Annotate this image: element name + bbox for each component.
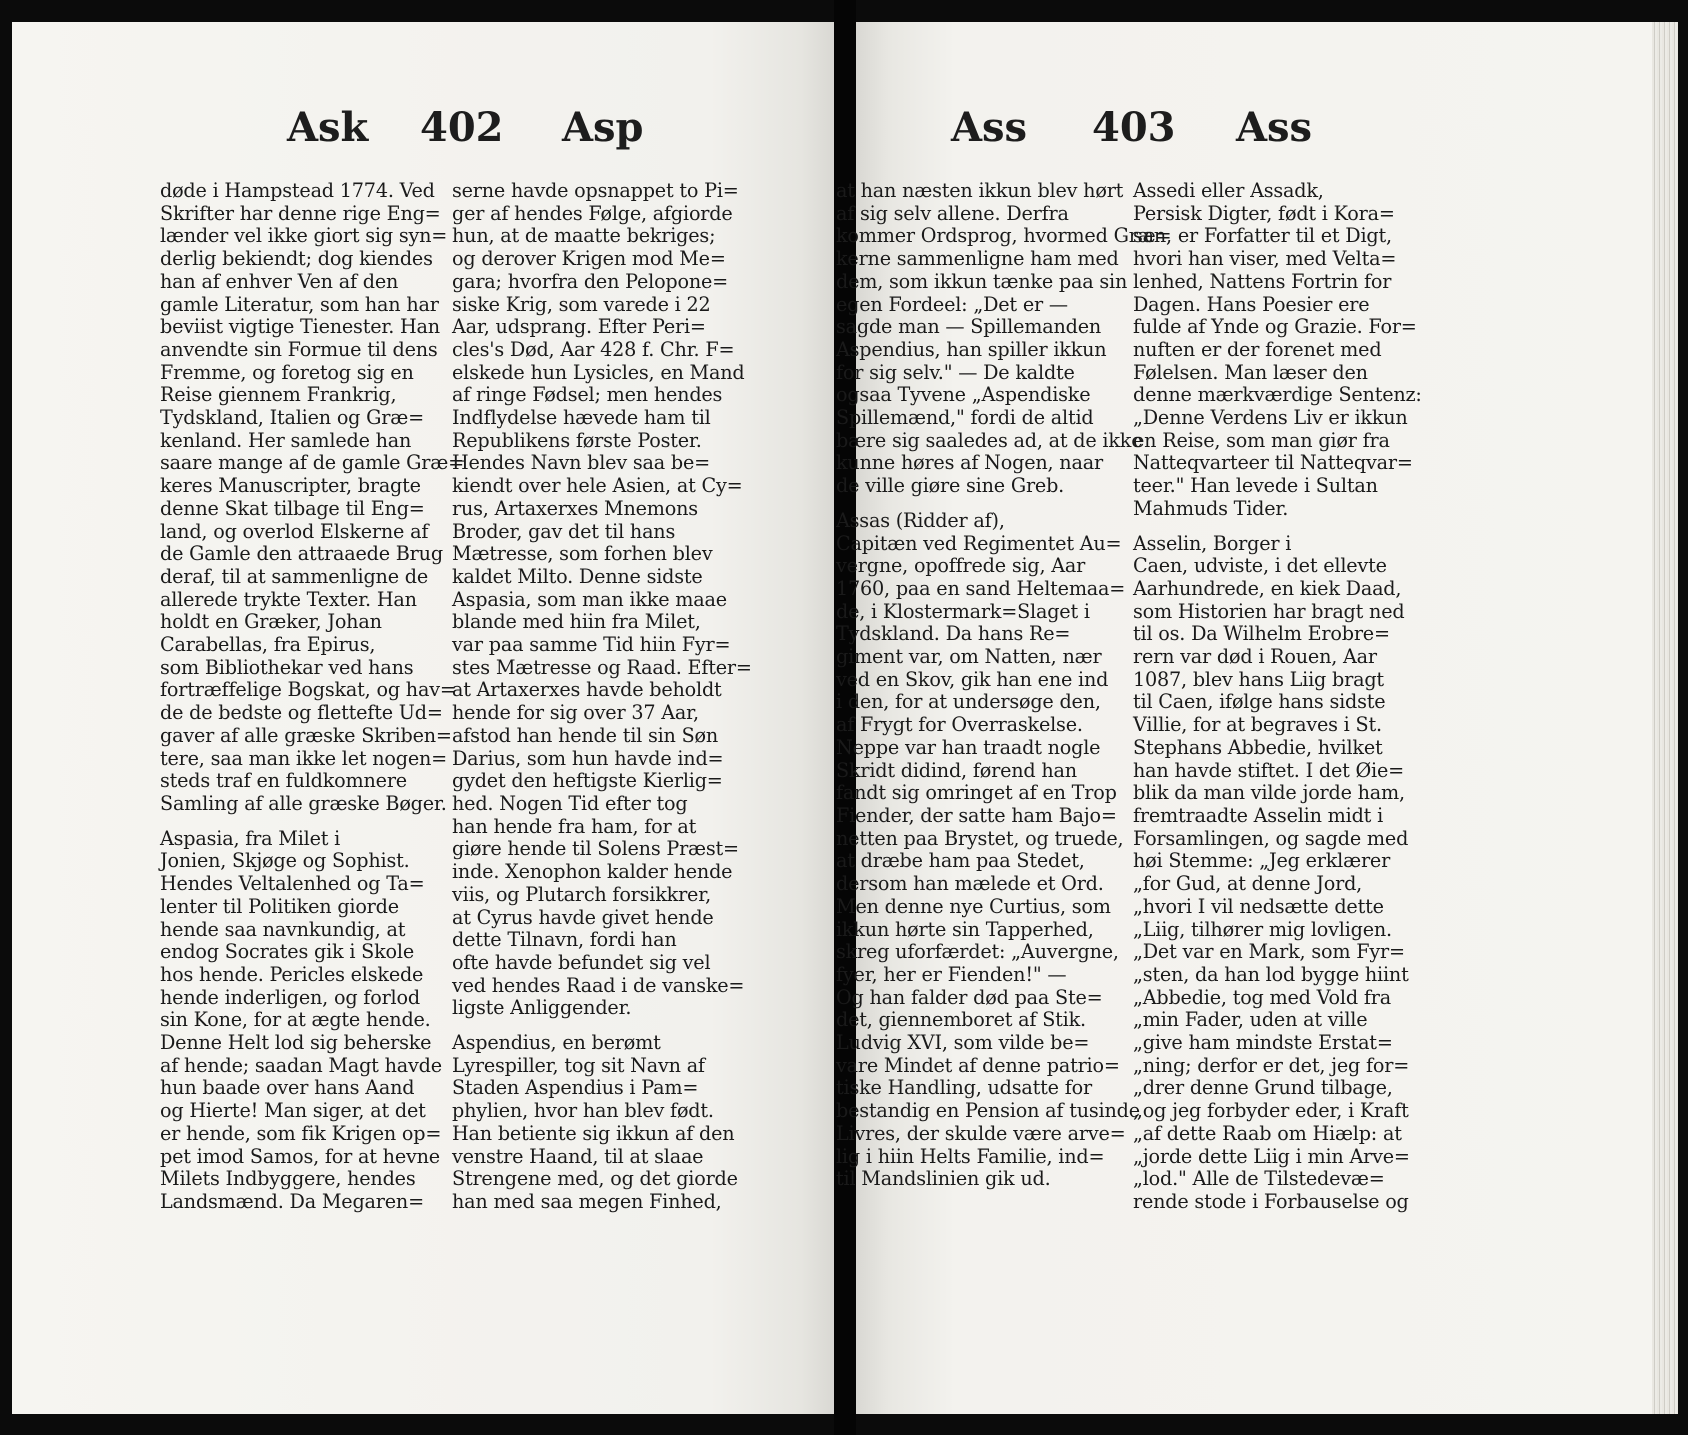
- text-line: Dagen. Hans Poesier ere: [1133, 292, 1370, 316]
- text-line: Stephans Abbedie, hvilket: [1133, 735, 1383, 759]
- left-head-word: Ask: [287, 104, 369, 151]
- text-line: Natteqvarteer til Natteqvar=: [1133, 451, 1413, 475]
- text-line: Darius, som hun havde ind=: [452, 746, 724, 770]
- text-line: Og han falder død paa Ste=: [836, 985, 1103, 1009]
- text-line: viis, og Plutarch forsikkrer,: [452, 882, 711, 906]
- text-line: i den, for at undersøge den,: [836, 690, 1101, 714]
- right-column-2: [1133, 180, 1429, 1214]
- text-line: at Cyrus havde givet hende: [452, 905, 714, 929]
- text-line: sin Kone, for at ægte hende.: [160, 1008, 431, 1032]
- text-line: Han betiente sig ikkun af den: [452, 1121, 735, 1145]
- text-line: kommer Ordsprog, hvormed Græ=: [836, 224, 1172, 248]
- text-line: de de bedste og flettefte Ud=: [160, 701, 443, 725]
- text-line: Assedi eller Assadk,: [1133, 179, 1324, 202]
- right-column-1: [836, 179, 1172, 1191]
- left-column-1: [160, 179, 464, 1214]
- text-line: hun baade over hans Aand: [160, 1076, 415, 1100]
- text-line: var paa samme Tid hiin Fyr=: [452, 633, 731, 657]
- text-line: steds traf en fuldkomnere: [160, 769, 407, 793]
- text-line: Hendes Veltalenhed og Ta=: [160, 872, 425, 896]
- text-line: „Liig, tilhører mig lovligen.: [1133, 917, 1392, 941]
- text-line: tere, saa man ikke let nogen=: [160, 746, 448, 770]
- text-line: Spillemænd," fordi de altid: [836, 406, 1094, 430]
- right-page: [836, 22, 1678, 1414]
- text-line: land, og overlod Elskerne af: [160, 519, 429, 543]
- text-line: Reise giennem Frankrig,: [160, 383, 397, 407]
- text-line: lenhed, Nattens Fortrin for: [1133, 269, 1392, 293]
- text-line: han hende fra ham, for at: [452, 814, 697, 838]
- text-line: endog Socrates gik i Skole: [160, 940, 414, 964]
- text-line: Asselin, Borger i: [1133, 531, 1292, 555]
- text-line: Ludvig XVI, som vilde be=: [836, 1031, 1090, 1055]
- text-line: lænder vel ikke giort sig syn=: [160, 224, 448, 248]
- text-line: ligste Anliggender.: [452, 996, 632, 1020]
- text-line: pet imod Samos, for at hevne: [160, 1144, 440, 1168]
- text-line: Aar, udsprang. Efter Peri=: [452, 315, 706, 339]
- text-line: skreg uforfærdet: „Auvergne,: [836, 940, 1119, 964]
- text-line: derlig bekiendt; dog kiendes: [160, 247, 433, 271]
- text-line: rende stode i Forbauselse og: [1133, 1189, 1409, 1213]
- text-line: denne mærkværdige Sentenz:: [1133, 383, 1422, 407]
- text-line: „ning; derfor er det, jeg for=: [1133, 1053, 1410, 1077]
- text-line: cles's Død, Aar 428 f. Chr. F=: [452, 337, 735, 361]
- text-line: Broder, gav det til hans: [452, 519, 676, 543]
- text-line: „Denne Verdens Liv er ikkun: [1133, 406, 1408, 430]
- text-line: Staden Aspendius i Pam=: [452, 1076, 699, 1100]
- right-page-number: 403: [1092, 104, 1176, 151]
- text-line: en Reise, som man giør fra: [1133, 428, 1390, 452]
- text-line: Carabellas, fra Epirus,: [160, 633, 376, 657]
- text-line: „lod." Alle de Tilstedevæ=: [1133, 1167, 1385, 1191]
- text-line: til Mandslinien gik ud.: [836, 1167, 1051, 1191]
- text-line: „Det var en Mark, som Fyr=: [1133, 940, 1405, 964]
- text-line: Republikens første Poster.: [452, 428, 702, 452]
- text-line: stes Mætresse og Raad. Efter=: [452, 655, 752, 679]
- text-line: 1760, paa en sand Heltemaa=: [836, 576, 1126, 600]
- text-line: som Bibliothekar ved hans: [160, 655, 414, 679]
- text-line: vare Mindet af denne patrio=: [836, 1053, 1120, 1077]
- text-line: ikkun hørte sin Tapperhed,: [836, 917, 1094, 941]
- text-line: af ringe Fødsel; men hendes: [452, 383, 723, 407]
- text-line: netten paa Brystet, og truede,: [836, 826, 1124, 850]
- text-line: „sten, da han lod bygge hiint: [1133, 962, 1409, 986]
- text-line: af Frygt for Overraskelse.: [836, 713, 1083, 737]
- text-line: de Gamle den attraaede Brug: [160, 542, 443, 566]
- text-line: serne havde opsnappet to Pi=: [452, 179, 739, 202]
- text-line: kenland. Her samlede han: [160, 428, 412, 452]
- text-line: han af enhver Ven af den: [160, 269, 399, 293]
- text-line: anvendte sin Formue til dens: [160, 337, 438, 361]
- text-line: 1087, blev hans Liig bragt: [1133, 667, 1384, 691]
- text-line: lig i hiin Helts Familie, ind=: [836, 1144, 1105, 1168]
- text-line: dersom han mælede et Ord.: [836, 872, 1104, 896]
- text-line: „min Fader, uden at ville: [1133, 1008, 1368, 1032]
- text-line: bære sig saaledes ad, at de ikke: [836, 428, 1143, 452]
- text-line: Denne Helt lod sig beherske: [160, 1031, 432, 1055]
- text-line: de ville giøre sine Greb.: [836, 474, 1065, 498]
- text-line: fremtraadte Asselin midt i: [1133, 803, 1384, 827]
- text-line: af hende; saadan Magt havde: [160, 1053, 442, 1077]
- text-line: „og jeg forbyder eder, i Kraft: [1133, 1099, 1409, 1123]
- text-line: af sig selv allene. Derfra: [836, 201, 1069, 225]
- paragraph-gap: [1133, 521, 1429, 533]
- text-line: Forsamlingen, og sagde med: [1133, 826, 1409, 850]
- text-line: ger af hendes Følge, afgiorde: [452, 201, 733, 225]
- text-line: Fremme, og foretog sig en: [160, 360, 414, 384]
- text-line: „af dette Raab om Hiælp: at: [1133, 1121, 1402, 1145]
- text-line: beviist vigtige Tienester. Han: [160, 315, 440, 339]
- text-line: Aspasia, som man ikke maae: [452, 587, 727, 611]
- text-line: „jorde dette Liig i min Arve=: [1133, 1144, 1410, 1168]
- text-line: hende for sig over 37 Aar,: [452, 701, 699, 725]
- text-line: kiendt over hele Asien, at Cy=: [452, 474, 743, 498]
- text-line: Strengene med, og det giorde: [452, 1167, 738, 1191]
- text-line: kerne sammenligne ham med: [836, 247, 1119, 271]
- text-line: hun, at de maatte bekriges;: [452, 224, 716, 248]
- text-line: døde i Hampstead 1774. Ved: [160, 179, 435, 202]
- text-line: for sig selv." — De kaldte: [836, 360, 1075, 384]
- text-line: Følelsen. Man læser den: [1133, 360, 1368, 384]
- text-line: Men denne nye Curtius, som: [836, 894, 1111, 918]
- text-line: keres Manuscripter, bragte: [160, 474, 421, 498]
- text-line: afstod han hende til sin Søn: [452, 723, 719, 747]
- text-line: Caen, udviste, i det ellevte: [1133, 554, 1387, 578]
- left-page-number: 402: [420, 104, 504, 151]
- text-line: saare mange af de gamle Græ=: [160, 451, 464, 475]
- page-edges: [1652, 22, 1678, 1414]
- text-line: sagde man — Spillemanden: [836, 315, 1102, 339]
- text-line: ved hendes Raad i de vanske=: [452, 973, 745, 997]
- right-head-word: Ass: [951, 104, 1028, 151]
- text-line: hos hende. Pericles elskede: [160, 962, 424, 986]
- text-line: lenter til Politiken giorde: [160, 894, 399, 918]
- text-line: Aspendius, han spiller ikkun: [836, 337, 1107, 361]
- text-line: deraf, til at sammenligne de: [160, 564, 428, 588]
- left-head-word-right: Asp: [562, 104, 644, 151]
- text-line: bestandig en Pension af tusinde: [836, 1099, 1140, 1123]
- text-line: gamle Literatur, som han har: [160, 292, 439, 316]
- text-line: blande med hiin fra Milet,: [452, 610, 701, 634]
- text-line: Landsmænd. Da Megaren=: [160, 1189, 424, 1213]
- text-line: til Caen, ifølge hans sidste: [1133, 690, 1386, 714]
- text-line: giment var, om Natten, nær: [836, 645, 1102, 669]
- text-line: Mætresse, som forhen blev: [452, 542, 713, 566]
- text-line: er hende, som fik Krigen op=: [160, 1121, 442, 1145]
- text-line: som Historien har bragt ned: [1133, 599, 1405, 623]
- text-line: at Artaxerxes havde beholdt: [452, 678, 722, 702]
- text-line: fandt sig omringet af en Trop: [836, 781, 1117, 805]
- text-line: tiske Handling, udsatte for: [836, 1076, 1092, 1100]
- text-line: høi Stemme: „Jeg erklærer: [1133, 849, 1391, 873]
- text-line: de, i Klostermark=Slaget i: [836, 599, 1090, 623]
- text-line: Lyrespiller, tog sit Navn af: [452, 1053, 705, 1077]
- text-line: „give ham mindste Erstat=: [1133, 1031, 1393, 1055]
- paragraph-gap: [160, 816, 456, 828]
- text-line: at dræbe ham paa Stedet,: [836, 849, 1085, 873]
- text-line: Aspasia, fra Milet i: [160, 826, 341, 850]
- right-head-word-right: Ass: [1236, 104, 1313, 151]
- text-line: vergne, opoffrede sig, Aar: [836, 554, 1086, 578]
- text-line: hvori han viser, med Velta=: [1133, 247, 1397, 271]
- text-line: kaldet Milto. Denne sidste: [452, 564, 703, 588]
- text-line: og Hierte! Man siger, at det: [160, 1099, 426, 1123]
- text-line: Samling af alle græske Bøger.: [160, 791, 447, 815]
- left-page: [12, 22, 834, 1414]
- text-line: Aspendius, en berømt: [452, 1031, 661, 1055]
- text-line: Indflydelse hævede ham til: [452, 406, 711, 430]
- text-line: fyer, her er Fienden!" —: [836, 962, 1067, 986]
- text-line: Hendes Navn blev saa be=: [452, 451, 711, 475]
- text-line: inde. Xenophon kalder hende: [452, 860, 733, 884]
- text-line: ved en Skov, gik han ene ind: [836, 667, 1109, 691]
- text-line: elskede hun Lysicles, en Mand: [452, 360, 745, 384]
- text-line: Skrifter har denne rige Eng=: [160, 201, 441, 225]
- text-line: „for Gud, at denne Jord,: [1133, 872, 1363, 896]
- text-line: „Abbedie, tog med Vold fra: [1133, 985, 1391, 1009]
- text-line: nuften er der forenet med: [1133, 337, 1382, 361]
- text-line: Tydskland, Italien og Græ=: [160, 406, 424, 430]
- text-line: Milets Indbyggere, hendes: [160, 1167, 416, 1191]
- text-line: fulde af Ynde og Grazie. For=: [1133, 315, 1417, 339]
- text-line: Livres, der skulde være arve=: [836, 1121, 1126, 1145]
- text-line: allerede trykte Texter. Han: [160, 587, 417, 611]
- text-line: Neppe var han traadt nogle: [836, 735, 1101, 759]
- text-line: Mahmuds Tider.: [1133, 496, 1289, 520]
- text-line: Villie, for at begraves i St.: [1133, 713, 1382, 737]
- text-line: „drer denne Grund tilbage,: [1133, 1076, 1393, 1100]
- text-line: hed. Nogen Tid efter tog: [452, 791, 688, 815]
- text-line: denne Skat tilbage til Eng=: [160, 496, 425, 520]
- text-line: venstre Haand, til at slaae: [452, 1144, 704, 1168]
- text-line: ogsaa Tyvene „Aspendiske: [836, 383, 1091, 407]
- text-line: Capitæn ved Regimentet Au=: [836, 531, 1122, 555]
- text-line: kunne høres af Nogen, naar: [836, 451, 1103, 475]
- text-line: hende saa navnkundig, at: [160, 917, 406, 941]
- text-line: han med saa megen Finhed,: [452, 1189, 722, 1213]
- text-line: han havde stiftet. I det Øie=: [1133, 758, 1405, 782]
- text-line: egen Fordeel: „Det er —: [836, 292, 1068, 316]
- text-line: Jonien, Skjøge og Sophist.: [160, 849, 410, 873]
- text-line: gydet den heftigste Kierlig=: [452, 769, 723, 793]
- left-column-2: [452, 179, 752, 1214]
- text-line: Aarhundrede, en kiek Daad,: [1133, 576, 1402, 600]
- text-line: Skridt didind, førend han: [836, 758, 1077, 782]
- text-line: blik da man vilde jorde ham,: [1133, 781, 1405, 805]
- text-line: san, er Forfatter til et Digt,: [1133, 224, 1392, 248]
- text-line: ofte havde befundet sig vel: [452, 950, 711, 974]
- text-line: siske Krig, som varede i 22: [452, 292, 711, 316]
- text-line: det, giennemboret af Stik.: [836, 1008, 1086, 1032]
- text-line: fortræffelige Bogskat, og hav=: [160, 678, 456, 702]
- text-line: giøre hende til Solens Præst=: [452, 837, 739, 861]
- text-line: phylien, hvor han blev født.: [452, 1099, 714, 1123]
- text-line: at han næsten ikkun blev hørt: [836, 179, 1124, 202]
- text-line: Assas (Ridder af),: [836, 508, 1005, 532]
- text-line: og derover Krigen mod Me=: [452, 247, 726, 271]
- text-line: til os. Da Wilhelm Erobre=: [1133, 622, 1390, 646]
- text-line: Persisk Digter, født i Kora=: [1133, 201, 1395, 225]
- text-line: hende inderligen, og forlod: [160, 985, 420, 1009]
- text-line: dem, som ikkun tænke paa sin: [836, 269, 1128, 293]
- text-line: dette Tilnavn, fordi han: [452, 928, 677, 952]
- text-line: Tydskland. Da hans Re=: [836, 622, 1071, 646]
- text-line: „hvori I vil nedsætte dette: [1133, 894, 1384, 918]
- text-line: holdt en Græker, Johan: [160, 610, 382, 634]
- text-line: rus, Artaxerxes Mnemons: [452, 496, 698, 520]
- text-line: teer." Han levede i Sultan: [1133, 474, 1378, 498]
- text-line: rern var død i Rouen, Aar: [1133, 645, 1377, 669]
- text-line: gaver af alle græske Skriben=: [160, 723, 452, 747]
- text-line: Fiender, der satte ham Bajo=: [836, 803, 1117, 827]
- text-line: gara; hvorfra den Pelopone=: [452, 269, 729, 293]
